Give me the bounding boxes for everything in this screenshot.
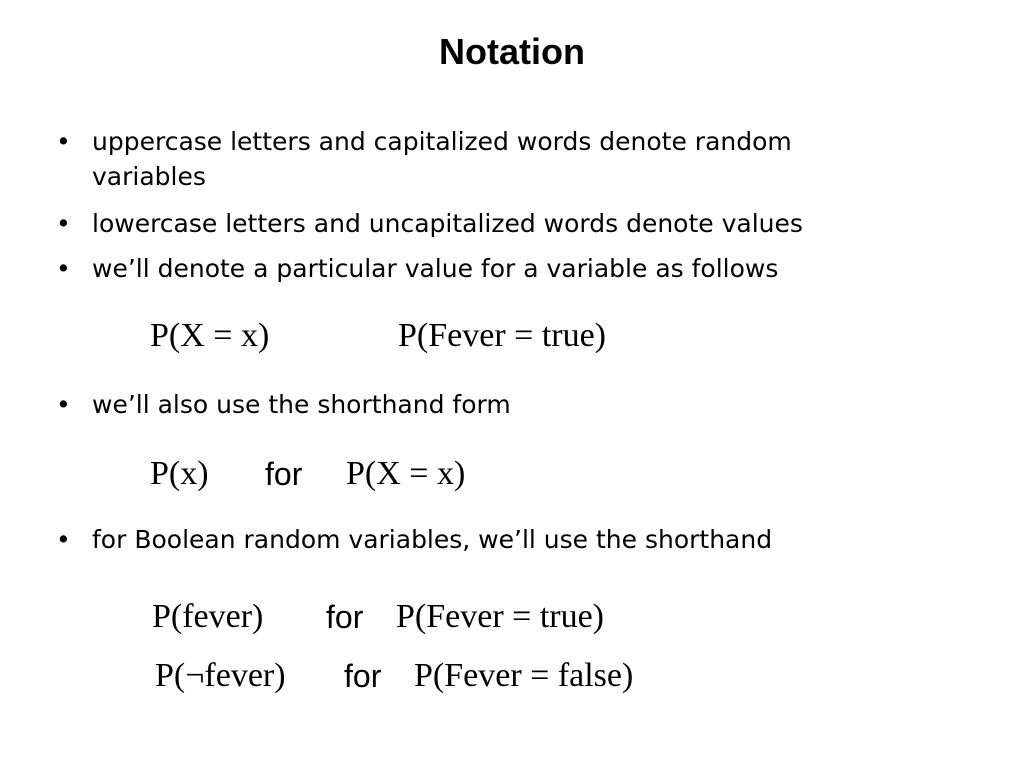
bullet-text: for Boolean random variables, we’ll use the shorthand — [92, 525, 773, 554]
formula-p-fever-true: P(Fever = true) — [398, 317, 607, 354]
bullet-dot-icon: • — [56, 254, 71, 283]
formula-p-x: P(x) — [150, 455, 209, 492]
formula-p-x-equals-x: P(X = x) — [346, 455, 466, 492]
bullet-dot-icon: • — [56, 525, 71, 554]
formula-p-fever: P(fever) — [152, 598, 264, 635]
for-connector: for — [265, 456, 303, 492]
bullet-dot-icon: • — [56, 127, 71, 156]
bullet-dot-icon: • — [56, 390, 71, 419]
bullet-dot-icon: • — [56, 209, 71, 238]
formula-p-not-fever: P(¬fever) — [155, 657, 286, 694]
formula-p-x-equals-x: P(X = x) — [150, 317, 270, 354]
formula-p-fever-true: P(Fever = true) — [396, 598, 605, 635]
for-connector: for — [326, 599, 364, 635]
bullet-text: we’ll also use the shorthand form — [92, 390, 511, 419]
formula-p-fever-false: P(Fever = false) — [414, 657, 634, 694]
for-connector: for — [344, 658, 382, 694]
bullet-text: we’ll denote a particular value for a variable as follows — [92, 254, 779, 283]
bullet-text: uppercase letters and capitalized words denote random variables — [92, 127, 792, 191]
bullet-text: lowercase letters and uncapitalized words denote values — [92, 209, 803, 238]
slide-title: Notation — [439, 31, 585, 72]
